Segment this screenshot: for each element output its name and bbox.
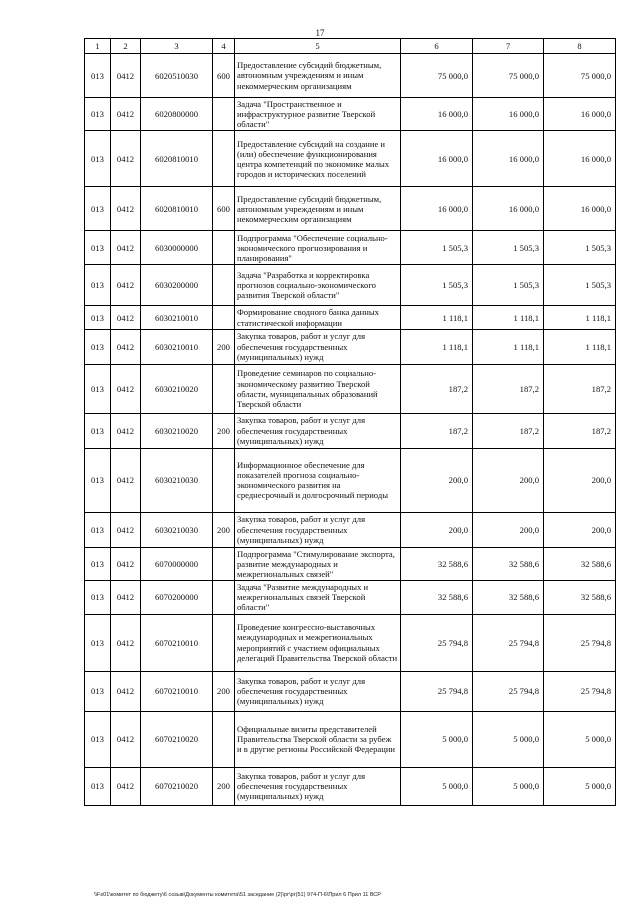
cell-target-article: 6030200000: [141, 265, 213, 306]
cell-target-article: 6070200000: [141, 581, 213, 614]
cell-description: Официальные визиты представителей Правительства Тверской области за рубеж и в другие регионы Российской Федерации: [235, 711, 401, 767]
cell-section-code: 0412: [111, 187, 141, 231]
cell-amount-year2: 187,2: [473, 413, 544, 448]
cell-ministry-code: 013: [85, 98, 111, 131]
cell-ministry-code: 013: [85, 671, 111, 711]
cell-ministry-code: 013: [85, 306, 111, 329]
cell-section-code: 0412: [111, 131, 141, 187]
cell-target-article: 6070210010: [141, 671, 213, 711]
cell-expense-type: [213, 306, 235, 329]
cell-section-code: 0412: [111, 306, 141, 329]
cell-target-article: 6030210020: [141, 413, 213, 448]
cell-section-code: 0412: [111, 329, 141, 364]
cell-amount-year3: 32 588,6: [544, 581, 616, 614]
cell-target-article: 6030210010: [141, 306, 213, 329]
cell-expense-type: [213, 711, 235, 767]
cell-amount-year2: 5 000,0: [473, 767, 544, 805]
cell-ministry-code: 013: [85, 448, 111, 512]
cell-expense-type: 600: [213, 187, 235, 231]
cell-target-article: 6030210030: [141, 448, 213, 512]
cell-amount-year1: 16 000,0: [401, 98, 473, 131]
column-header: 7: [473, 39, 544, 54]
table-row: [85, 54, 616, 98]
table-row: [85, 98, 616, 131]
column-header: 8: [544, 39, 616, 54]
cell-amount-year1: 75 000,0: [401, 54, 473, 98]
cell-section-code: 0412: [111, 614, 141, 671]
cell-section-code: 0412: [111, 581, 141, 614]
cell-description: Информационное обеспечение для показателей прогноза социально-экономического развития на среднесрочный и долгосрочный периоды: [235, 448, 401, 512]
cell-amount-year1: 16 000,0: [401, 131, 473, 187]
cell-amount-year3: 187,2: [544, 413, 616, 448]
cell-expense-type: 200: [213, 512, 235, 547]
table-row: [85, 512, 616, 547]
cell-section-code: 0412: [111, 364, 141, 413]
cell-description: Предоставление субсидий бюджетным, автономным учреждениям и иным некоммерческим организациям: [235, 54, 401, 98]
cell-amount-year3: 32 588,6: [544, 547, 616, 580]
cell-amount-year1: 200,0: [401, 448, 473, 512]
table-row: [85, 581, 616, 614]
cell-amount-year2: 16 000,0: [473, 131, 544, 187]
cell-amount-year3: 25 794,8: [544, 614, 616, 671]
cell-section-code: 0412: [111, 413, 141, 448]
cell-amount-year1: 187,2: [401, 413, 473, 448]
cell-expense-type: [213, 98, 235, 131]
cell-ministry-code: 013: [85, 767, 111, 805]
page-number: 17: [315, 28, 325, 38]
cell-expense-type: [213, 614, 235, 671]
cell-amount-year1: 1 505,3: [401, 265, 473, 306]
cell-ministry-code: 013: [85, 265, 111, 306]
table-row: [85, 547, 616, 580]
cell-amount-year3: 16 000,0: [544, 187, 616, 231]
cell-expense-type: [213, 547, 235, 580]
cell-amount-year2: 32 588,6: [473, 547, 544, 580]
table-row: [85, 364, 616, 413]
cell-section-code: 0412: [111, 547, 141, 580]
cell-amount-year3: 16 000,0: [544, 98, 616, 131]
column-header: 4: [213, 39, 235, 54]
cell-expense-type: 200: [213, 329, 235, 364]
cell-amount-year2: 25 794,8: [473, 671, 544, 711]
table-row: [85, 306, 616, 329]
cell-description: Подпрограмма "Стимулирование экспорта, развитие международных и межрегиональных связей": [235, 547, 401, 580]
cell-section-code: 0412: [111, 231, 141, 265]
budget-table: [84, 38, 616, 806]
file-path-footer: \\Fs01\комитет по бюджету\6 созыв\Документы комитета\51 заседание (2)\рг\рг(51) 974-П-6\Прил 6 Прил 11 ВСР: [94, 892, 381, 898]
table-header-row: [85, 39, 616, 54]
cell-expense-type: [213, 448, 235, 512]
cell-target-article: 6030000000: [141, 231, 213, 265]
cell-amount-year2: 187,2: [473, 364, 544, 413]
cell-target-article: 6070210020: [141, 711, 213, 767]
cell-description: Задача "Пространственное и инфраструктурное развитие Тверской области": [235, 98, 401, 131]
cell-target-article: 6030210020: [141, 364, 213, 413]
table-row: [85, 767, 616, 805]
cell-amount-year3: 16 000,0: [544, 131, 616, 187]
cell-description: Предоставление субсидий на создание и (или) обеспечение функционирования центра компетенций по экономике малых городов и исторических поселений: [235, 131, 401, 187]
cell-ministry-code: 013: [85, 231, 111, 265]
cell-expense-type: [213, 231, 235, 265]
cell-section-code: 0412: [111, 512, 141, 547]
cell-description: Проведение конгрессно-выставочных международных и межрегиональных мероприятий с участием официальных делегаций Правительства Тверской области: [235, 614, 401, 671]
cell-amount-year3: 1 118,1: [544, 329, 616, 364]
cell-description: Задача "Развитие международных и межрегиональных связей Тверской области": [235, 581, 401, 614]
cell-target-article: 6070210010: [141, 614, 213, 671]
cell-target-article: 6020810010: [141, 131, 213, 187]
cell-amount-year2: 200,0: [473, 512, 544, 547]
cell-ministry-code: 013: [85, 614, 111, 671]
table-row: [85, 614, 616, 671]
cell-amount-year1: 200,0: [401, 512, 473, 547]
cell-amount-year3: 1 505,3: [544, 265, 616, 306]
cell-ministry-code: 013: [85, 581, 111, 614]
cell-target-article: 6070210020: [141, 767, 213, 805]
cell-target-article: 6020810010: [141, 187, 213, 231]
column-header: 2: [111, 39, 141, 54]
cell-amount-year3: 187,2: [544, 364, 616, 413]
cell-expense-type: [213, 131, 235, 187]
table-row: [85, 265, 616, 306]
cell-expense-type: 200: [213, 413, 235, 448]
cell-expense-type: [213, 364, 235, 413]
cell-amount-year1: 5 000,0: [401, 711, 473, 767]
cell-ministry-code: 013: [85, 711, 111, 767]
column-header: 3: [141, 39, 213, 54]
table-row: [85, 187, 616, 231]
cell-target-article: 6030210010: [141, 329, 213, 364]
table-row: [85, 671, 616, 711]
cell-amount-year1: 1 505,3: [401, 231, 473, 265]
table-row: [85, 711, 616, 767]
cell-description: Подпрограмма "Обеспечение социально-экономического прогнозирования и планирования": [235, 231, 401, 265]
cell-amount-year3: 1 505,3: [544, 231, 616, 265]
column-header: 5: [235, 39, 401, 54]
cell-target-article: 6030210030: [141, 512, 213, 547]
cell-target-article: 6070000000: [141, 547, 213, 580]
cell-amount-year2: 1 505,3: [473, 265, 544, 306]
cell-amount-year3: 200,0: [544, 448, 616, 512]
cell-amount-year2: 75 000,0: [473, 54, 544, 98]
cell-amount-year2: 1 505,3: [473, 231, 544, 265]
cell-amount-year2: 32 588,6: [473, 581, 544, 614]
cell-amount-year2: 200,0: [473, 448, 544, 512]
cell-target-article: 6020510030: [141, 54, 213, 98]
cell-target-article: 6020800000: [141, 98, 213, 131]
cell-amount-year2: 5 000,0: [473, 711, 544, 767]
cell-section-code: 0412: [111, 711, 141, 767]
cell-section-code: 0412: [111, 98, 141, 131]
cell-description: Закупка товаров, работ и услуг для обеспечения государственных (муниципальных) нужд: [235, 671, 401, 711]
cell-description: Проведение семинаров по социально-экономическому развитию Тверской области, муниципальных образований Тверской области: [235, 364, 401, 413]
cell-section-code: 0412: [111, 448, 141, 512]
cell-section-code: 0412: [111, 767, 141, 805]
cell-amount-year2: 25 794,8: [473, 614, 544, 671]
cell-ministry-code: 013: [85, 187, 111, 231]
cell-description: Закупка товаров, работ и услуг для обеспечения государственных (муниципальных) нужд: [235, 512, 401, 547]
cell-section-code: 0412: [111, 671, 141, 711]
column-header: 6: [401, 39, 473, 54]
cell-amount-year3: 75 000,0: [544, 54, 616, 98]
cell-amount-year3: 5 000,0: [544, 711, 616, 767]
cell-expense-type: 200: [213, 671, 235, 711]
cell-amount-year1: 187,2: [401, 364, 473, 413]
cell-amount-year3: 25 794,8: [544, 671, 616, 711]
cell-amount-year3: 1 118,1: [544, 306, 616, 329]
cell-ministry-code: 013: [85, 131, 111, 187]
table-row: [85, 231, 616, 265]
cell-description: Формирование сводного банка данных статистической информации: [235, 306, 401, 329]
cell-amount-year2: 1 118,1: [473, 329, 544, 364]
cell-amount-year1: 25 794,8: [401, 614, 473, 671]
cell-amount-year1: 16 000,0: [401, 187, 473, 231]
cell-description: Задача "Разработка и корректировка прогнозов социально-экономического развития Тверской области": [235, 265, 401, 306]
cell-ministry-code: 013: [85, 547, 111, 580]
table-row: [85, 131, 616, 187]
cell-amount-year2: 1 118,1: [473, 306, 544, 329]
cell-amount-year1: 1 118,1: [401, 329, 473, 364]
cell-amount-year1: 32 588,6: [401, 547, 473, 580]
cell-expense-type: 600: [213, 54, 235, 98]
cell-amount-year1: 32 588,6: [401, 581, 473, 614]
cell-description: Закупка товаров, работ и услуг для обеспечения государственных (муниципальных) нужд: [235, 329, 401, 364]
cell-amount-year1: 1 118,1: [401, 306, 473, 329]
cell-description: Закупка товаров, работ и услуг для обеспечения государственных (муниципальных) нужд: [235, 767, 401, 805]
cell-section-code: 0412: [111, 265, 141, 306]
cell-ministry-code: 013: [85, 329, 111, 364]
cell-expense-type: [213, 265, 235, 306]
table-row: [85, 413, 616, 448]
cell-amount-year1: 5 000,0: [401, 767, 473, 805]
cell-amount-year3: 5 000,0: [544, 767, 616, 805]
cell-ministry-code: 013: [85, 512, 111, 547]
cell-ministry-code: 013: [85, 54, 111, 98]
cell-description: Предоставление субсидий бюджетным, автономным учреждениям и иным некоммерческим организациям: [235, 187, 401, 231]
cell-amount-year2: 16 000,0: [473, 98, 544, 131]
table-row: [85, 329, 616, 364]
cell-ministry-code: 013: [85, 413, 111, 448]
table-row: [85, 448, 616, 512]
cell-amount-year1: 25 794,8: [401, 671, 473, 711]
cell-section-code: 0412: [111, 54, 141, 98]
cell-amount-year2: 16 000,0: [473, 187, 544, 231]
cell-amount-year3: 200,0: [544, 512, 616, 547]
cell-expense-type: [213, 581, 235, 614]
cell-expense-type: 200: [213, 767, 235, 805]
column-header: 1: [85, 39, 111, 54]
cell-ministry-code: 013: [85, 364, 111, 413]
cell-description: Закупка товаров, работ и услуг для обеспечения государственных (муниципальных) нужд: [235, 413, 401, 448]
